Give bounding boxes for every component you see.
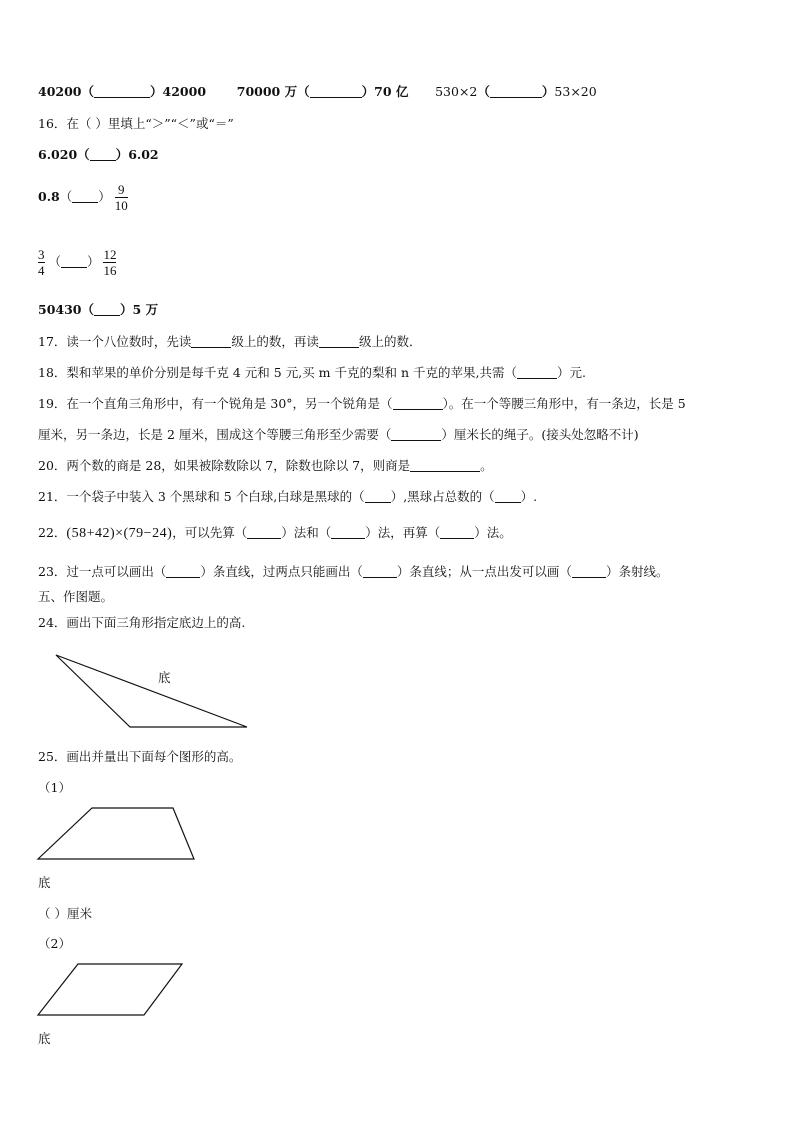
- q21-text-2: ）,黑球占总数的（: [390, 489, 495, 504]
- q16-title: 16．在（ ）里填上“＞”“＜”或“＝”: [38, 116, 234, 131]
- q16-r1-right: 6.02: [128, 147, 159, 162]
- q17-text-1: 17．读一个八位数时，先读: [38, 334, 192, 349]
- q25-unit-line: （ ）厘米: [38, 906, 92, 921]
- q24-title: 24．画出下面三角形指定底边上的高.: [38, 615, 246, 630]
- q17-text-2: 级上的数，再读: [231, 334, 319, 349]
- q25-base-label-2: 底: [38, 1031, 51, 1046]
- denominator: 16: [103, 263, 117, 278]
- q16-r4-right: 5 万: [132, 302, 159, 317]
- q22-number: 22．: [38, 525, 67, 540]
- q16-row-4: 50430（ ）5 万: [38, 302, 159, 317]
- q22-text-4: ）法。: [474, 525, 512, 540]
- numerator: 3: [38, 247, 45, 262]
- denominator: 4: [38, 263, 45, 278]
- q22-text-2: ）法和（: [281, 525, 332, 540]
- q16-row-3: $\frac{3}{4}$ （ ） $\frac{12}{16}$: [38, 247, 117, 278]
- q21-text-3: ）.: [520, 489, 538, 504]
- q25-base-label-1: 底: [38, 875, 51, 890]
- q16-r1-left: 6.020: [38, 147, 78, 162]
- q15-b-left: 70000 万: [236, 84, 298, 99]
- q19-text-3: 厘米，另一条边，长是 2 厘米，围成这个等腰三角形至少需要（: [38, 427, 392, 442]
- q25-trapezoid[interactable]: [38, 808, 194, 859]
- q23-text-4: ）条射线。: [605, 564, 669, 579]
- q19-text-1: 19．在一个直角三角形中，有一个锐角是 30°，另一个锐角是（: [38, 396, 393, 411]
- q25-sub-2: （2）: [38, 936, 71, 951]
- q23-text-2: ）条直线，过两点只能画出（: [200, 564, 363, 579]
- q19-text-2: ）。在一个等腰三角形中，有一条边，长是 5: [442, 396, 686, 411]
- q15-a-left: 40200: [38, 84, 82, 99]
- q25-parallelogram[interactable]: [38, 964, 182, 1015]
- q18-text-2: ）元.: [556, 365, 586, 380]
- section-heading: 五、作图题。: [38, 589, 114, 604]
- q16-r2-left: 0.8: [38, 189, 60, 204]
- q16-row-2: 0.8（ ） $\frac{9}{10}$: [38, 182, 128, 213]
- q15-a-right: 42000: [162, 84, 207, 99]
- q19-text-4: ）厘米长的绳子。(接头处忽略不计): [441, 427, 639, 442]
- q15-c-left: 530×2: [435, 84, 478, 99]
- q25-sub-1: （1）: [38, 780, 71, 795]
- q21-text-1: 21．一个袋子中装入 3 个黑球和 5 个白球,白球是黑球的（: [38, 489, 365, 504]
- q23-text-1: 23．过一点可以画出（: [38, 564, 167, 579]
- q15-c-right: 53×20: [554, 84, 597, 99]
- q16-row-1: 6.020（ ）6.02: [38, 147, 159, 162]
- q23-text-3: ）条直线；从一点出发可以画（: [396, 564, 572, 579]
- numerator: 9: [118, 182, 125, 197]
- q25-title: 25．画出并量出下面每个图形的高。: [38, 749, 242, 764]
- denominator: 10: [114, 198, 128, 213]
- q22-expression: (58+42)×(79−24): [66, 526, 173, 541]
- q20-text-2: 。: [480, 458, 493, 473]
- q16-r4-left: 50430: [38, 302, 82, 317]
- numerator: 12: [103, 247, 117, 262]
- q24-triangle[interactable]: [56, 655, 247, 727]
- q17-text-3: 级上的数．: [358, 334, 422, 349]
- q15-comparison-row: 40200（ ）42000 70000 万（ ）70 亿 530×2（ ）53×20: [38, 84, 597, 99]
- q20-text-1: 20．两个数的商是 28，如果被除数除以 7，除数也除以 7，则商是: [38, 458, 411, 473]
- q22-text-1: ，可以先算（: [172, 525, 248, 540]
- q22-text-3: ）法，再算（: [365, 525, 441, 540]
- q15-b-right: 70 亿: [374, 84, 409, 99]
- q24-base-label: 底: [158, 670, 171, 685]
- q18-text-1: 18．梨和苹果的单价分别是每千克 4 元和 5 元,买 m 千克的梨和 n 千克的苹果,共需（: [38, 365, 517, 380]
